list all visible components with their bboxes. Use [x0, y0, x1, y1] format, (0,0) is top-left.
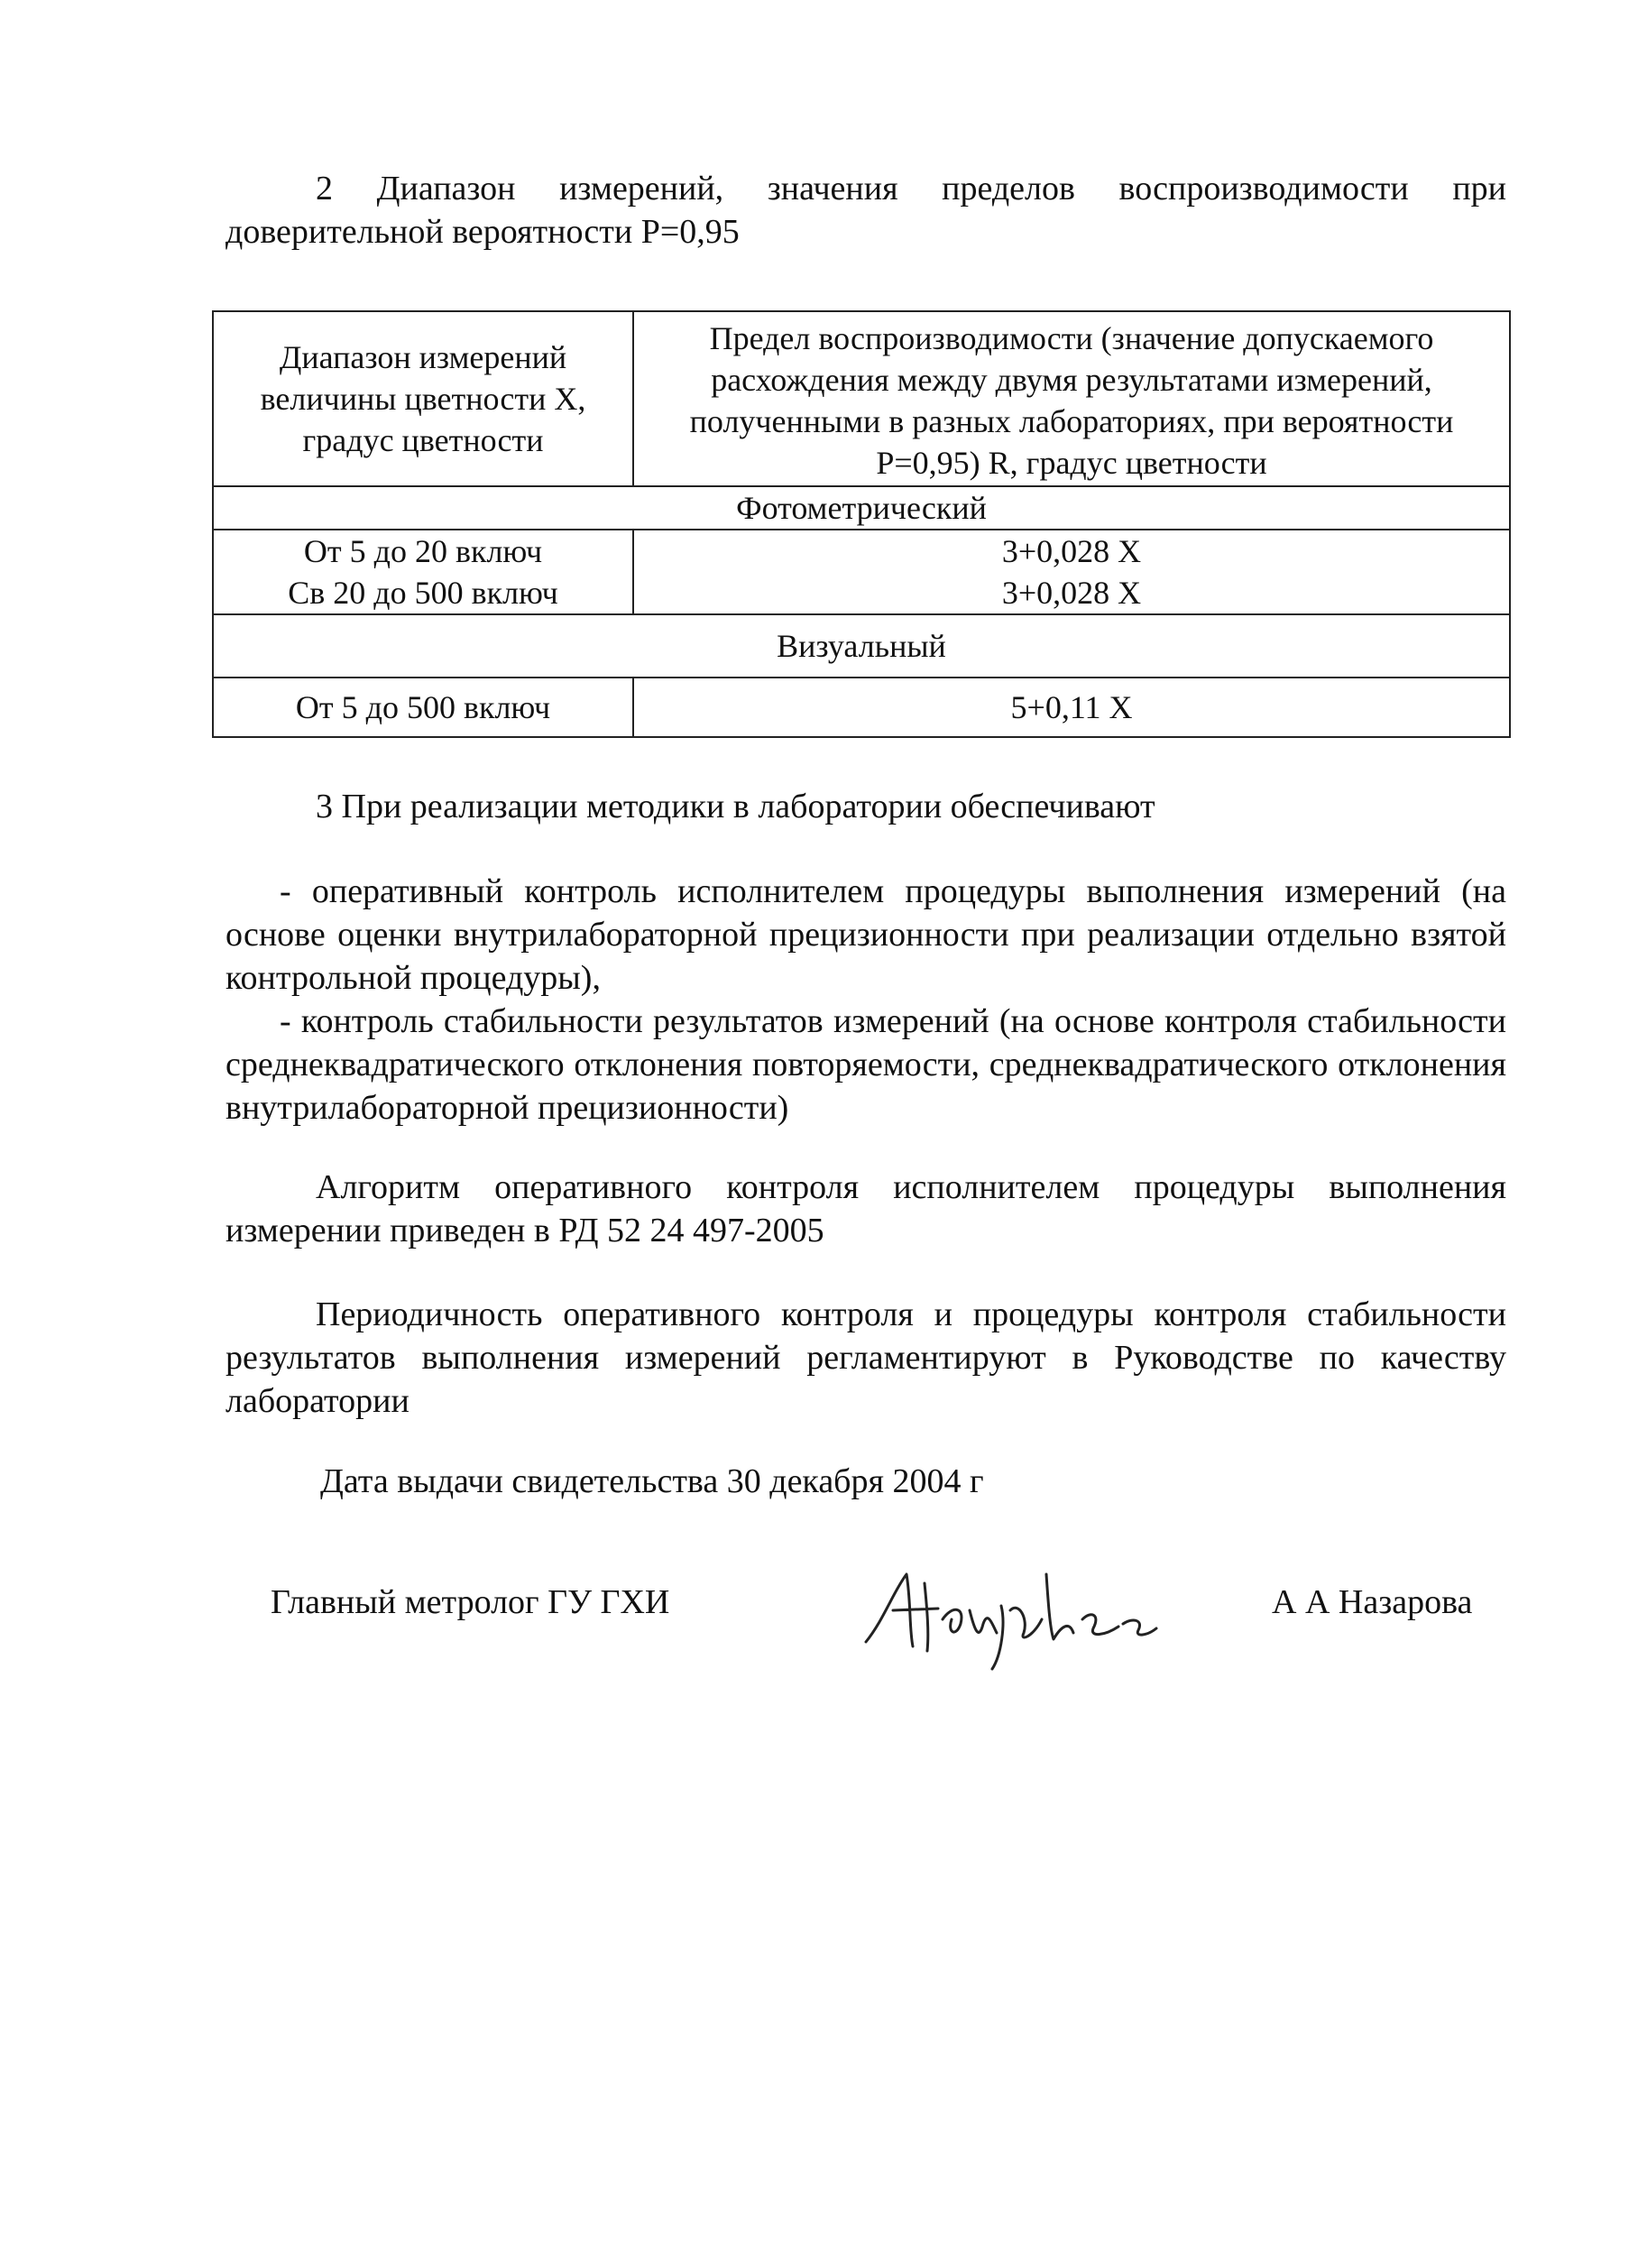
- table-row: [213, 572, 1510, 614]
- header-range: Диапазон измерений величины цветности Х, градус цветности: [213, 311, 633, 486]
- table-header-row: [213, 311, 1510, 486]
- limit-cell: 3+0,028 X: [633, 572, 1510, 614]
- section-3-intro: 3 При реализации методики в лаборатории обеспечивают: [316, 788, 1155, 825]
- range-cell: От 5 до 20 включ: [213, 530, 633, 572]
- range-cell: От 5 до 500 включ: [213, 678, 633, 737]
- section-title-photometric: Фотометрический: [213, 486, 1510, 530]
- limit-cell: 3+0,028 X: [633, 530, 1510, 572]
- handwritten-signature: [857, 1556, 1164, 1673]
- signer-name: А А Назарова: [1272, 1583, 1473, 1621]
- reproducibility-table: [212, 310, 1511, 738]
- section-2-heading: 2 Диапазон измерений, значения пределов воспроизводимости при доверительной вероятности Р=0,95: [225, 170, 1506, 251]
- section-row: [213, 614, 1510, 678]
- issue-date: Дата выдачи свидетельства 30 декабря 2004 г: [320, 1462, 984, 1500]
- list-item: - контроль стабильности результатов измерений (на основе контроля стабильности среднеквадратического отклонения повторяемости, среднеквадратического отклонения внутрилабораторной прецизионности): [225, 1002, 1506, 1127]
- signer-position: Главный метролог ГУ ГХИ: [271, 1583, 670, 1621]
- header-limit: Предел воспроизводимости (значение допускаемого расхождения между двумя результатами измерений, полученными в разных лабораториях, при вероятности Р=0,95) R, градус цветности: [633, 311, 1510, 486]
- algorithm-paragraph: Алгоритм оперативного контроля исполнителем процедуры выполнения измерении приведен в РД 52 24 497-2005: [225, 1168, 1506, 1249]
- section-row: [213, 486, 1510, 530]
- section-title-visual: Визуальный: [213, 614, 1510, 678]
- table-row: [213, 530, 1510, 572]
- list-item: - оперативный контроль исполнителем процедуры выполнения измерений (на основе оценки внутрилабораторной прецизионности при реализации отдельно взятой контрольной процедуры),: [225, 872, 1506, 997]
- limit-cell: 5+0,11 X: [633, 678, 1510, 737]
- periodicity-paragraph: Периодичность оперативного контроля и процедуры контроля стабильности результатов выполнения измерений регламентируют в Руководстве по качеству лаборатории: [225, 1295, 1506, 1420]
- table-row: [213, 678, 1510, 737]
- range-cell: Св 20 до 500 включ: [213, 572, 633, 614]
